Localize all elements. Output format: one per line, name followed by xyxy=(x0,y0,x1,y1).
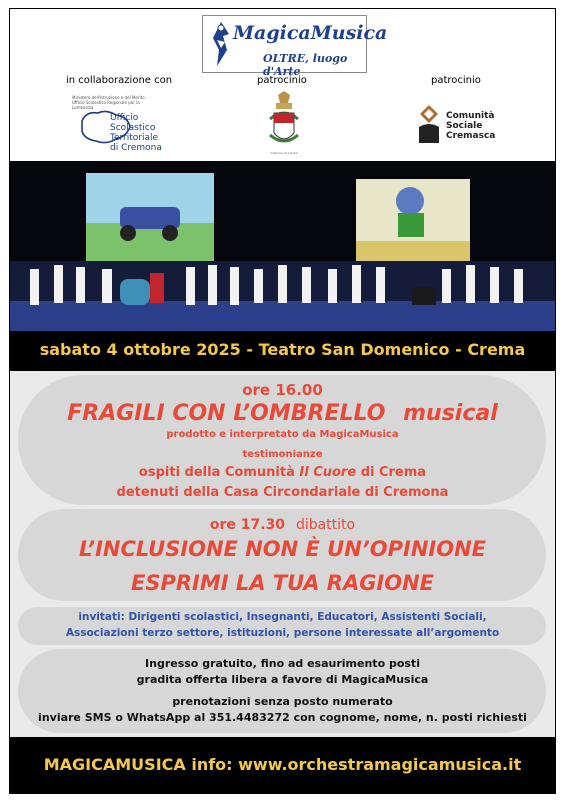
guests-community-name: Il Cuore xyxy=(299,465,357,480)
crema-crest-icon xyxy=(264,89,304,159)
poster-header xyxy=(10,9,555,161)
show-produced-by: prodotto e interpretato da MagicaMusica xyxy=(166,429,399,440)
entry-line-1: Ingresso gratuito, fino ad esaurimento posti xyxy=(145,657,420,670)
comunita-sociale-icon xyxy=(416,101,442,145)
partner-ministry-text: Ministero dell'Istruzione e del Merito · Ufficio Scolastico Regionale per la Lombardia xyxy=(72,95,148,110)
crest-caption: Comune di Crema xyxy=(270,151,298,155)
event-poster xyxy=(9,8,556,794)
event-date-line: sabato 4 ottobre 2025 - Teatro San Domenico - Crema xyxy=(39,340,526,359)
debate-title-2: ESPRIMI LA TUA RAGIONE xyxy=(130,571,435,595)
comunita-line-1: Comunità xyxy=(446,111,495,121)
invited-line-2: Associazioni terzo settore, istituzioni, persone interessate all’argomento xyxy=(65,627,500,639)
testimonies-label: testimonianze xyxy=(242,449,323,460)
logo-tagline: OLTRE, luogo d'Arte xyxy=(263,52,348,78)
label-collab: in collaborazione con xyxy=(66,75,173,86)
debate-label: dibattito xyxy=(295,517,356,533)
comunita-line-2: Sociale xyxy=(446,121,483,131)
guests-suffix: di Crema xyxy=(356,465,427,480)
label-patrocinio-2: patrocinio xyxy=(431,75,481,86)
logo-name: MagicaMusica xyxy=(233,22,388,44)
show-time: ore 16.00 xyxy=(242,381,323,399)
label-patrocinio-1: patrocinio xyxy=(257,75,307,86)
show-title-line xyxy=(10,401,555,426)
ust-line-1: Ufficio xyxy=(110,113,139,123)
entry-line-2: gradita offerta libera a favore di MagicaMusica xyxy=(136,673,429,686)
ust-line-2: Scolastico xyxy=(110,123,156,133)
stage-photo xyxy=(10,161,555,331)
comunita-line-3: Cremasca xyxy=(446,131,496,141)
partner-ust-cremona xyxy=(60,95,185,153)
harlequin-icon xyxy=(207,20,235,68)
booking-line-1: prenotazioni senza posto numerato xyxy=(172,695,393,708)
show-genre: musical xyxy=(403,401,498,426)
comunita-sociale-cremasca xyxy=(416,101,502,147)
ust-line-3: Territoriale xyxy=(110,133,159,143)
partner-ust-text xyxy=(110,113,162,153)
magicamusica-logo xyxy=(202,15,388,78)
show-title: FRAGILI CON L’OMBRELLO xyxy=(67,401,386,426)
program-area xyxy=(10,371,555,737)
footer-info-text: MAGICAMUSICA info: www.orchestramagicamusica.it xyxy=(43,755,522,774)
debate-time-line xyxy=(10,517,555,533)
guests-line xyxy=(10,465,555,480)
ust-line-4: di Cremona xyxy=(110,143,162,153)
comunita-text xyxy=(446,111,495,141)
booking-line-2: inviare SMS o WhatsApp al 351.4483272 con cognome, nome, n. posti richiesti xyxy=(38,711,527,724)
info-footer xyxy=(10,737,555,793)
debate-title-1: L’INCLUSIONE NON È UN’OPINIONE xyxy=(78,537,487,561)
date-banner xyxy=(10,331,555,371)
detainees-line: detenuti della Casa Circondariale di Cremona xyxy=(116,485,449,500)
invited-line-1: invitati: Dirigenti scolastici, Insegnanti, Educatori, Assistenti Sociali, xyxy=(78,611,487,623)
guests-prefix: ospiti della Comunità xyxy=(138,465,300,480)
debate-time: ore 17.30 xyxy=(209,517,286,533)
